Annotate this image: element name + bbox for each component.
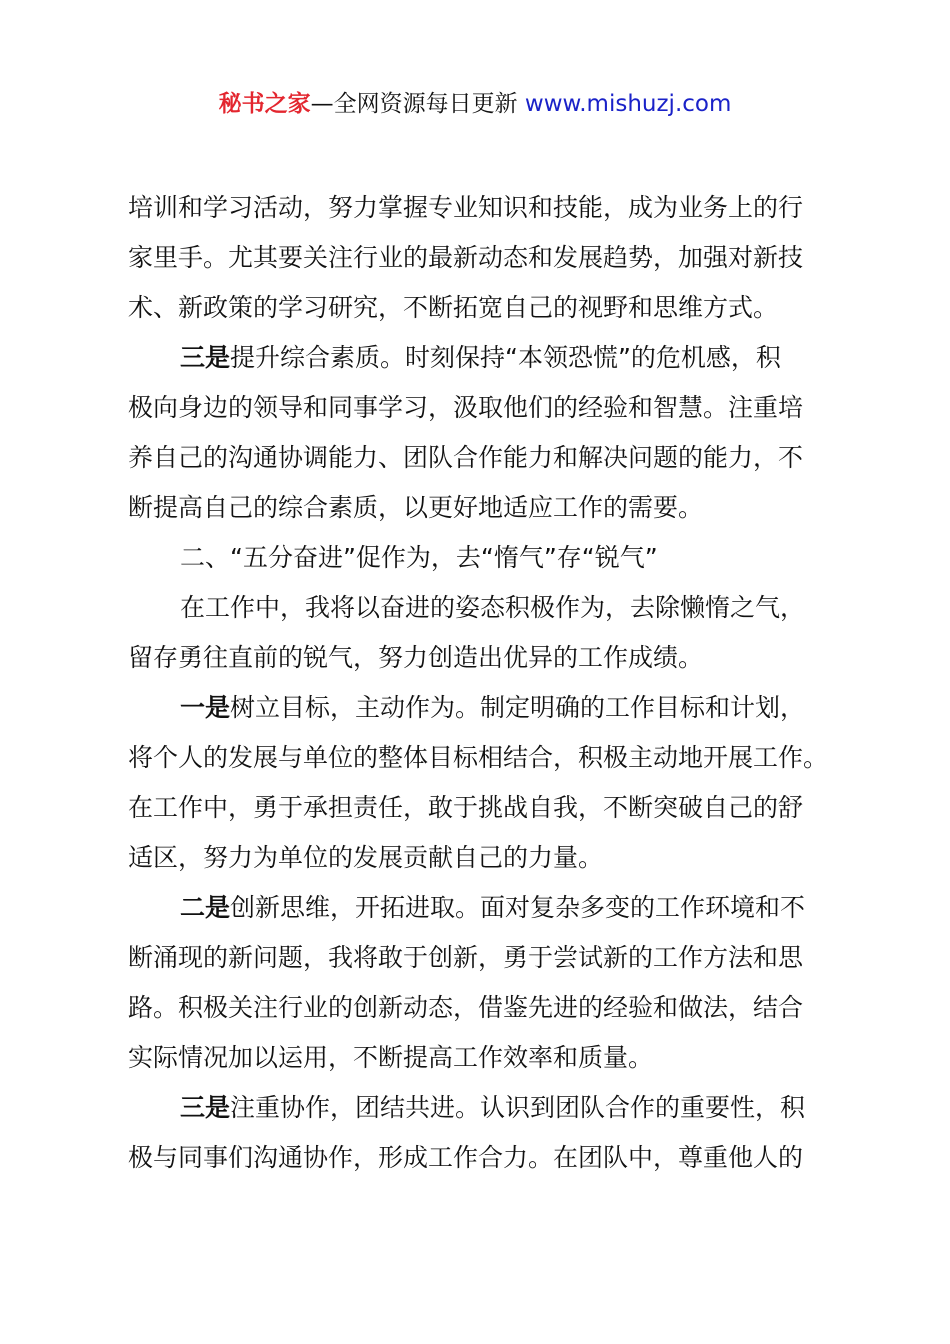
text-line: 家里手。尤其要关注行业的最新动态和发展趋势，加强对新技 [128,243,804,272]
text-line: 极与同事们沟通协作，形成工作合力。在团队中，尊重他人的 [128,1143,804,1172]
paragraph-lead: 二是 [180,893,231,922]
site-url-link[interactable]: www.mishuzj.com [524,91,732,117]
site-header [0,88,950,120]
text-line: 路。积极关注行业的创新动态，借鉴先进的经验和做法，结合 [128,993,804,1022]
header-tagline: —全网资源每日更新 [310,91,525,117]
text-line: 断提高自己的综合素质，以更好地适应工作的需要。 [128,493,704,522]
paragraph-lead: 三是 [180,1093,231,1122]
text-line: 在工作中，勇于承担责任，敢于挑战自我，不断突破自己的舒 [128,793,804,822]
paragraph-lead-line: 一是树立目标，主动作为。制定明确的工作目标和计划， [180,693,806,722]
document-body [128,183,833,1183]
text-line: 留存勇往直前的锐气，努力创造出优异的工作成绩。 [128,643,704,672]
paragraph-lead: 一是 [180,693,231,722]
paragraph-first-line: 在工作中，我将以奋进的姿态积极作为，去除懒惰之气， [180,593,806,622]
text-line: 养自己的沟通协调能力、团队合作能力和解决问题的能力，不 [128,443,804,472]
text-line: 术、新政策的学习研究，不断拓宽自己的视野和思维方式。 [128,293,779,322]
text-line: 适区，努力为单位的发展贡献自己的力量。 [128,843,604,872]
paragraph-lead-line: 三是提升综合素质。时刻保持“本领恐慌”的危机感，积 [180,343,781,372]
brand-name: 秘书之家 [218,91,311,117]
text-line: 断涌现的新问题，我将敢于创新，勇于尝试新的工作方法和思 [128,943,804,972]
text-line: 极向身边的领导和同事学习，汲取他们的经验和智慧。注重培 [128,393,804,422]
text-line: 实际情况加以运用，不断提高工作效率和质量。 [128,1043,654,1072]
paragraph-lead-line: 二是创新思维，开拓进取。面对复杂多变的工作环境和不 [180,893,806,922]
section-heading: 二、“五分奋进”促作为，去“惰气”存“锐气” [180,543,658,572]
text-line: 将个人的发展与单位的整体目标相结合，积极主动地开展工作。 [128,743,829,772]
paragraph-lead: 三是 [180,343,231,372]
paragraph-lead-line: 三是注重协作，团结共进。认识到团队合作的重要性，积 [180,1093,806,1122]
text-line: 培训和学习活动，努力掌握专业知识和技能，成为业务上的行 [128,193,804,222]
